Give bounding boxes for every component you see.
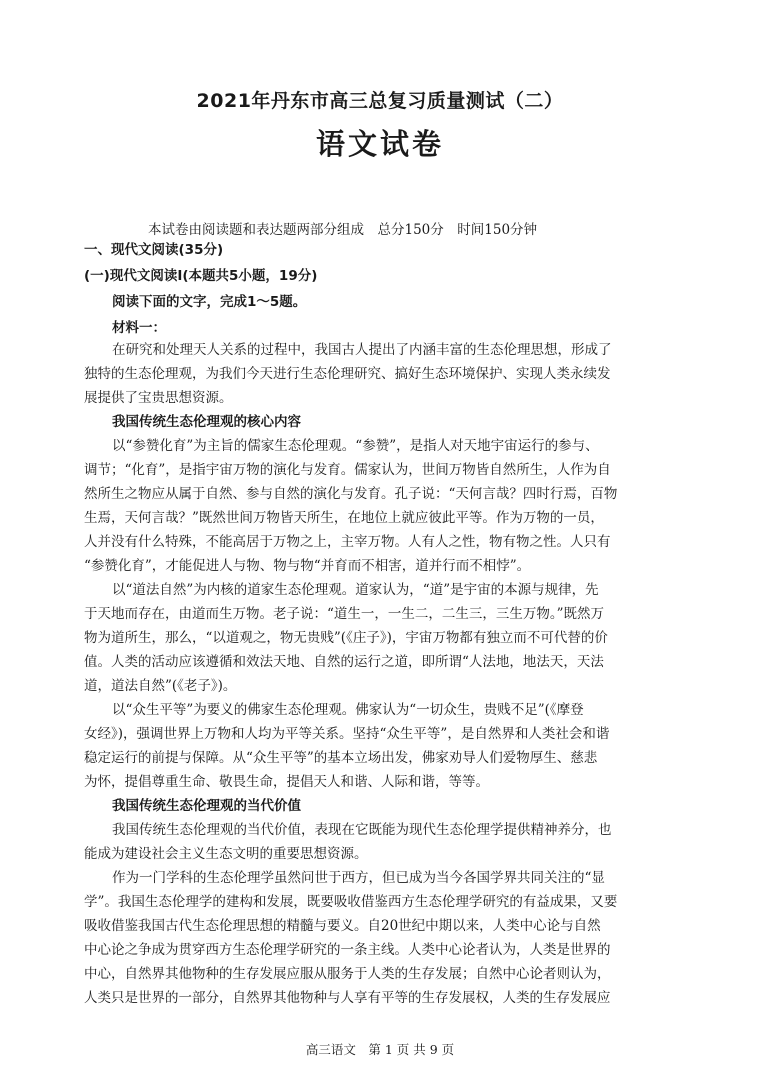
paragraph-line: 我国传统生态伦理观的当代价值，表现在它既能为现代生态伦理学提供精神养分，也 — [112, 822, 612, 838]
paragraph-line: 在研究和处理天人关系的过程中，我国古人提出了内涵丰富的生态伦理思想，形成了 — [112, 342, 612, 358]
paragraph-line: 稳定运行的前提与保障。从“众生平等”的基本立场出发，佛家劝导人们爱物厚生、慈悲 — [84, 750, 598, 766]
paragraph-line: 为怀，提倡尊重生命、敬畏生命，提倡天人和谐、人际和谐，等等。 — [84, 774, 489, 790]
material-label: 材料一： — [112, 320, 166, 336]
exam-title: 2021年丹东市高三总复习质量测试（二） — [196, 90, 564, 112]
subheading-contemporary-value: 我国传统生态伦理观的当代价值 — [112, 798, 301, 814]
paragraph-line: 人并没有什么特殊，不能高居于万物之上，主宰万物。人有人之性，物有物之性。人只有 — [84, 534, 611, 550]
paragraph-line: 值。人类的活动应该遵循和效法天地、自然的运行之道，即所谓“人法地，地法天，天法 — [84, 654, 604, 670]
page-footer: 高三语文 第 1 页 共 9 页 — [305, 1042, 455, 1057]
paragraph-line: 以“众生平等”为要义的佛家生态伦理观。佛家认为“一切众生，贵贱不足”(《摩登 — [112, 702, 584, 718]
paragraph-line: 能成为建设社会主义生态文明的重要思想资源。 — [84, 846, 368, 862]
subheading-core-content: 我国传统生态伦理观的核心内容 — [112, 414, 301, 430]
paragraph-line: 独特的生态伦理观，为我们今天进行生态伦理研究、搞好生态环境保护、实现人类永续发 — [84, 366, 611, 382]
exam-intro: 本试卷由阅读题和表达题两部分组成 总分150分 时间150分钟 — [148, 222, 538, 238]
paragraph-line: 生焉，天何言哉？”既然世间万物皆天所生，在地位上就应彼此平等。作为万物的一员， — [84, 510, 604, 526]
paragraph-line: 道，道法自然”(《老子》)。 — [84, 678, 237, 694]
reading-instruction: 阅读下面的文字，完成1～5题。 — [112, 294, 307, 310]
paragraph-line: 中心，自然界其他物种的生存发展应服从服务于人类的生存发展；自然中心论者则认为， — [84, 966, 611, 982]
paragraph-line: 以“参赞化育”为主旨的儒家生态伦理观。“参赞”，是指人对天地宇宙运行的参与、 — [112, 438, 599, 454]
paragraph-line: 然所生之物应从属于自然、参与自然的演化与发育。孔子说：“天何言哉？四时行焉，百物 — [84, 486, 618, 502]
paragraph-line: 学”。我国生态伦理学的建构和发展，既要吸收借鉴西方生态伦理学研究的有益成果，又要 — [84, 894, 618, 910]
paragraph-line: 女经》)，强调世界上万物和人均为平等关系。坚持“众生平等”，是自然界和人类社会和谐 — [84, 726, 610, 742]
paragraph-line: 吸收借鉴我国古代生态伦理思想的精髓与要义。自20世纪中期以来，人类中心论与自然 — [84, 918, 601, 934]
paragraph-line: 于天地而存在，由道而生万物。老子说：“道生一，一生二，二生三，三生万物。”既然万 — [84, 606, 605, 622]
paragraph-line: 中心论之争成为贯穿西方生态伦理学研究的一条主线。人类中心论者认为，人类是世界的 — [84, 942, 611, 958]
paragraph-line: 以“道法自然”为内核的道家生态伦理观。道家认为，“道”是宇宙的本源与规律，先 — [112, 582, 599, 598]
paragraph-line: 物为道所生，那么，“以道观之，物无贵贱”(《庄子》)，宇宙万物都有独立而不可代替的价 — [84, 630, 608, 646]
paragraph-line: “参赞化育”，才能促进人与物、物与物“并育而不相害，道并行而不相悖”。 — [84, 558, 531, 574]
paragraph-line: 作为一门学科的生态伦理学虽然问世于西方，但已成为当今各国学界共同关注的“显 — [112, 870, 605, 886]
paragraph-line: 人类只是世界的一部分，自然界其他物种与人享有平等的生存发展权，人类的生存发展应 — [84, 990, 611, 1006]
paragraph-line: 调节；“化育”，是指宇宙万物的演化与发育。儒家认为，世间万物皆自然所生，人作为自 — [84, 462, 611, 478]
paragraph-line: 展提供了宝贵思想资源。 — [84, 390, 233, 406]
section-heading: 一、现代文阅读(35分) — [84, 242, 224, 258]
sub-section-heading: (一)现代文阅读Ⅰ(本题共5小题，19分) — [84, 268, 318, 284]
subject-title: 语文试卷 — [315, 127, 444, 161]
